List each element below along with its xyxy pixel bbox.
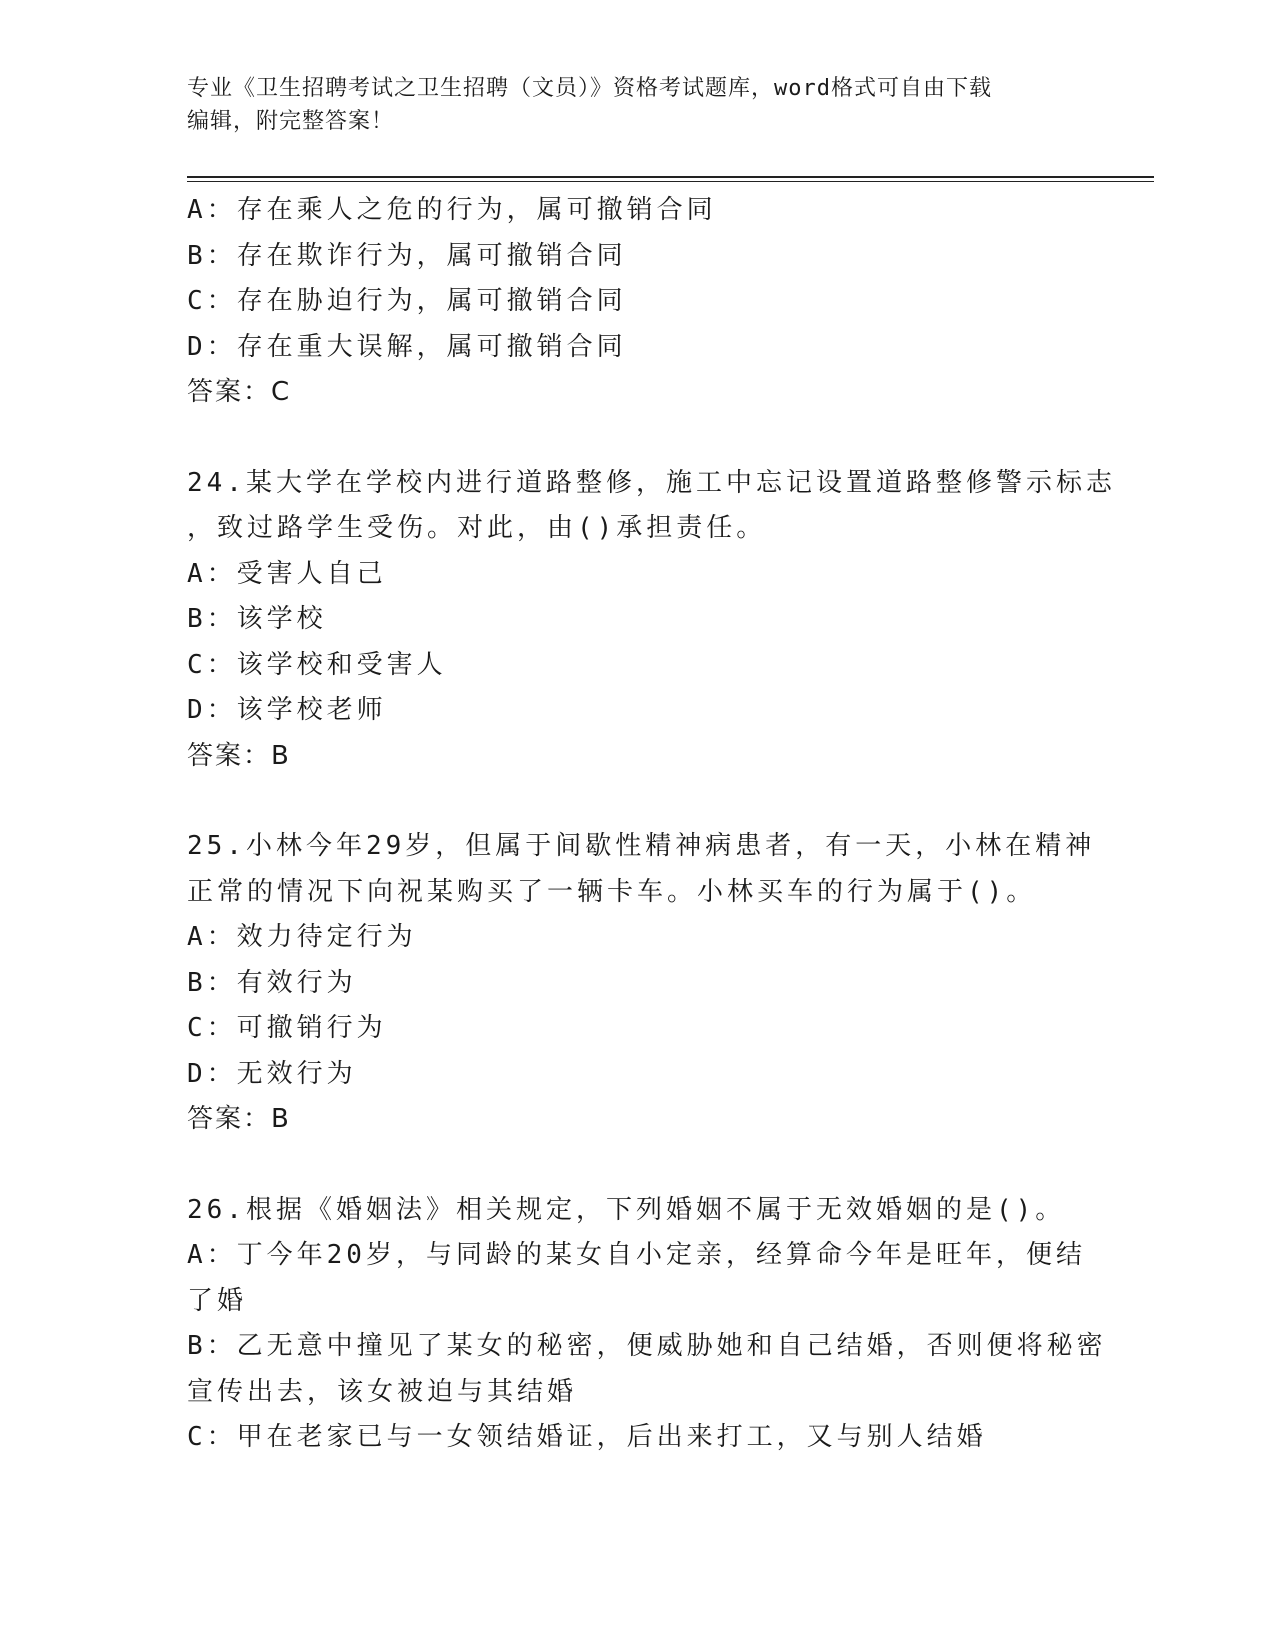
option-b: B：乙无意中撞见了某女的秘密，便威胁她和自己结婚，否则便将秘密: [187, 1331, 1107, 1361]
question-block-25: [187, 824, 1096, 1143]
header-line-1: 专业《卫生招聘考试之卫生招聘（文员）》资格考试题库，word格式可自由下载: [187, 76, 992, 101]
option-b: B：有效行为: [187, 967, 357, 998]
option-b: B：该学校: [187, 604, 327, 634]
header-divider: [187, 176, 1154, 178]
option-a: A：丁今年20岁，与同龄的某女自小定亲，经算命今年是旺年，便结: [187, 1240, 1086, 1270]
question-text-line: 25.小林今年29岁，但属于间歇性精神病患者，有一天，小林在精神: [187, 831, 1096, 861]
option-d: D：存在重大误解，属可撤销合同: [187, 331, 627, 362]
option-a: A：效力待定行为: [187, 922, 417, 952]
option-c: C：可撤销行为: [187, 1013, 387, 1043]
option-d: D：该学校老师: [187, 695, 387, 725]
header-line-2: 编辑，附完整答案！: [187, 109, 395, 134]
option-c: C：甲在老家已与一女领结婚证，后出来打工，又与别人结婚: [187, 1422, 987, 1452]
header-divider-thin: [187, 181, 1154, 182]
option-c: C：存在胁迫行为，属可撤销合同: [187, 286, 627, 316]
question-text-line: ，致过路学生受伤。对此，由()承担责任。: [187, 513, 767, 543]
option-c: C：该学校和受害人: [187, 649, 447, 680]
question-block-23: [187, 188, 1087, 416]
option-a: A：受害人自己: [187, 558, 387, 589]
option-b: B：存在欺诈行为，属可撤销合同: [187, 240, 627, 271]
document-header: [187, 72, 1067, 138]
option-b-continued: 宣传出去，该女被迫与其结婚: [187, 1376, 578, 1407]
option-a-continued: 了婚: [187, 1285, 248, 1316]
answer-line: 答案：C: [187, 377, 292, 407]
question-content: [187, 188, 1116, 1506]
question-text-line: 26.根据《婚姻法》相关规定，下列婚姻不属于无效婚姻的是()。: [187, 1194, 1066, 1225]
answer-line: 答案：B: [187, 1104, 291, 1134]
option-a: A：存在乘人之危的行为，属可撤销合同: [187, 195, 717, 225]
answer-line: 答案：B: [187, 740, 291, 771]
question-text-line: 24.某大学在学校内进行道路整修，施工中忘记设置道路整修警示标志: [187, 467, 1116, 498]
option-d: D：无效行为: [187, 1058, 357, 1089]
question-text-line: 正常的情况下向祝某购买了一辆卡车。小林买车的行为属于()。: [187, 876, 1037, 907]
question-block-24: [187, 461, 1116, 780]
question-block-26: [187, 1188, 1107, 1461]
